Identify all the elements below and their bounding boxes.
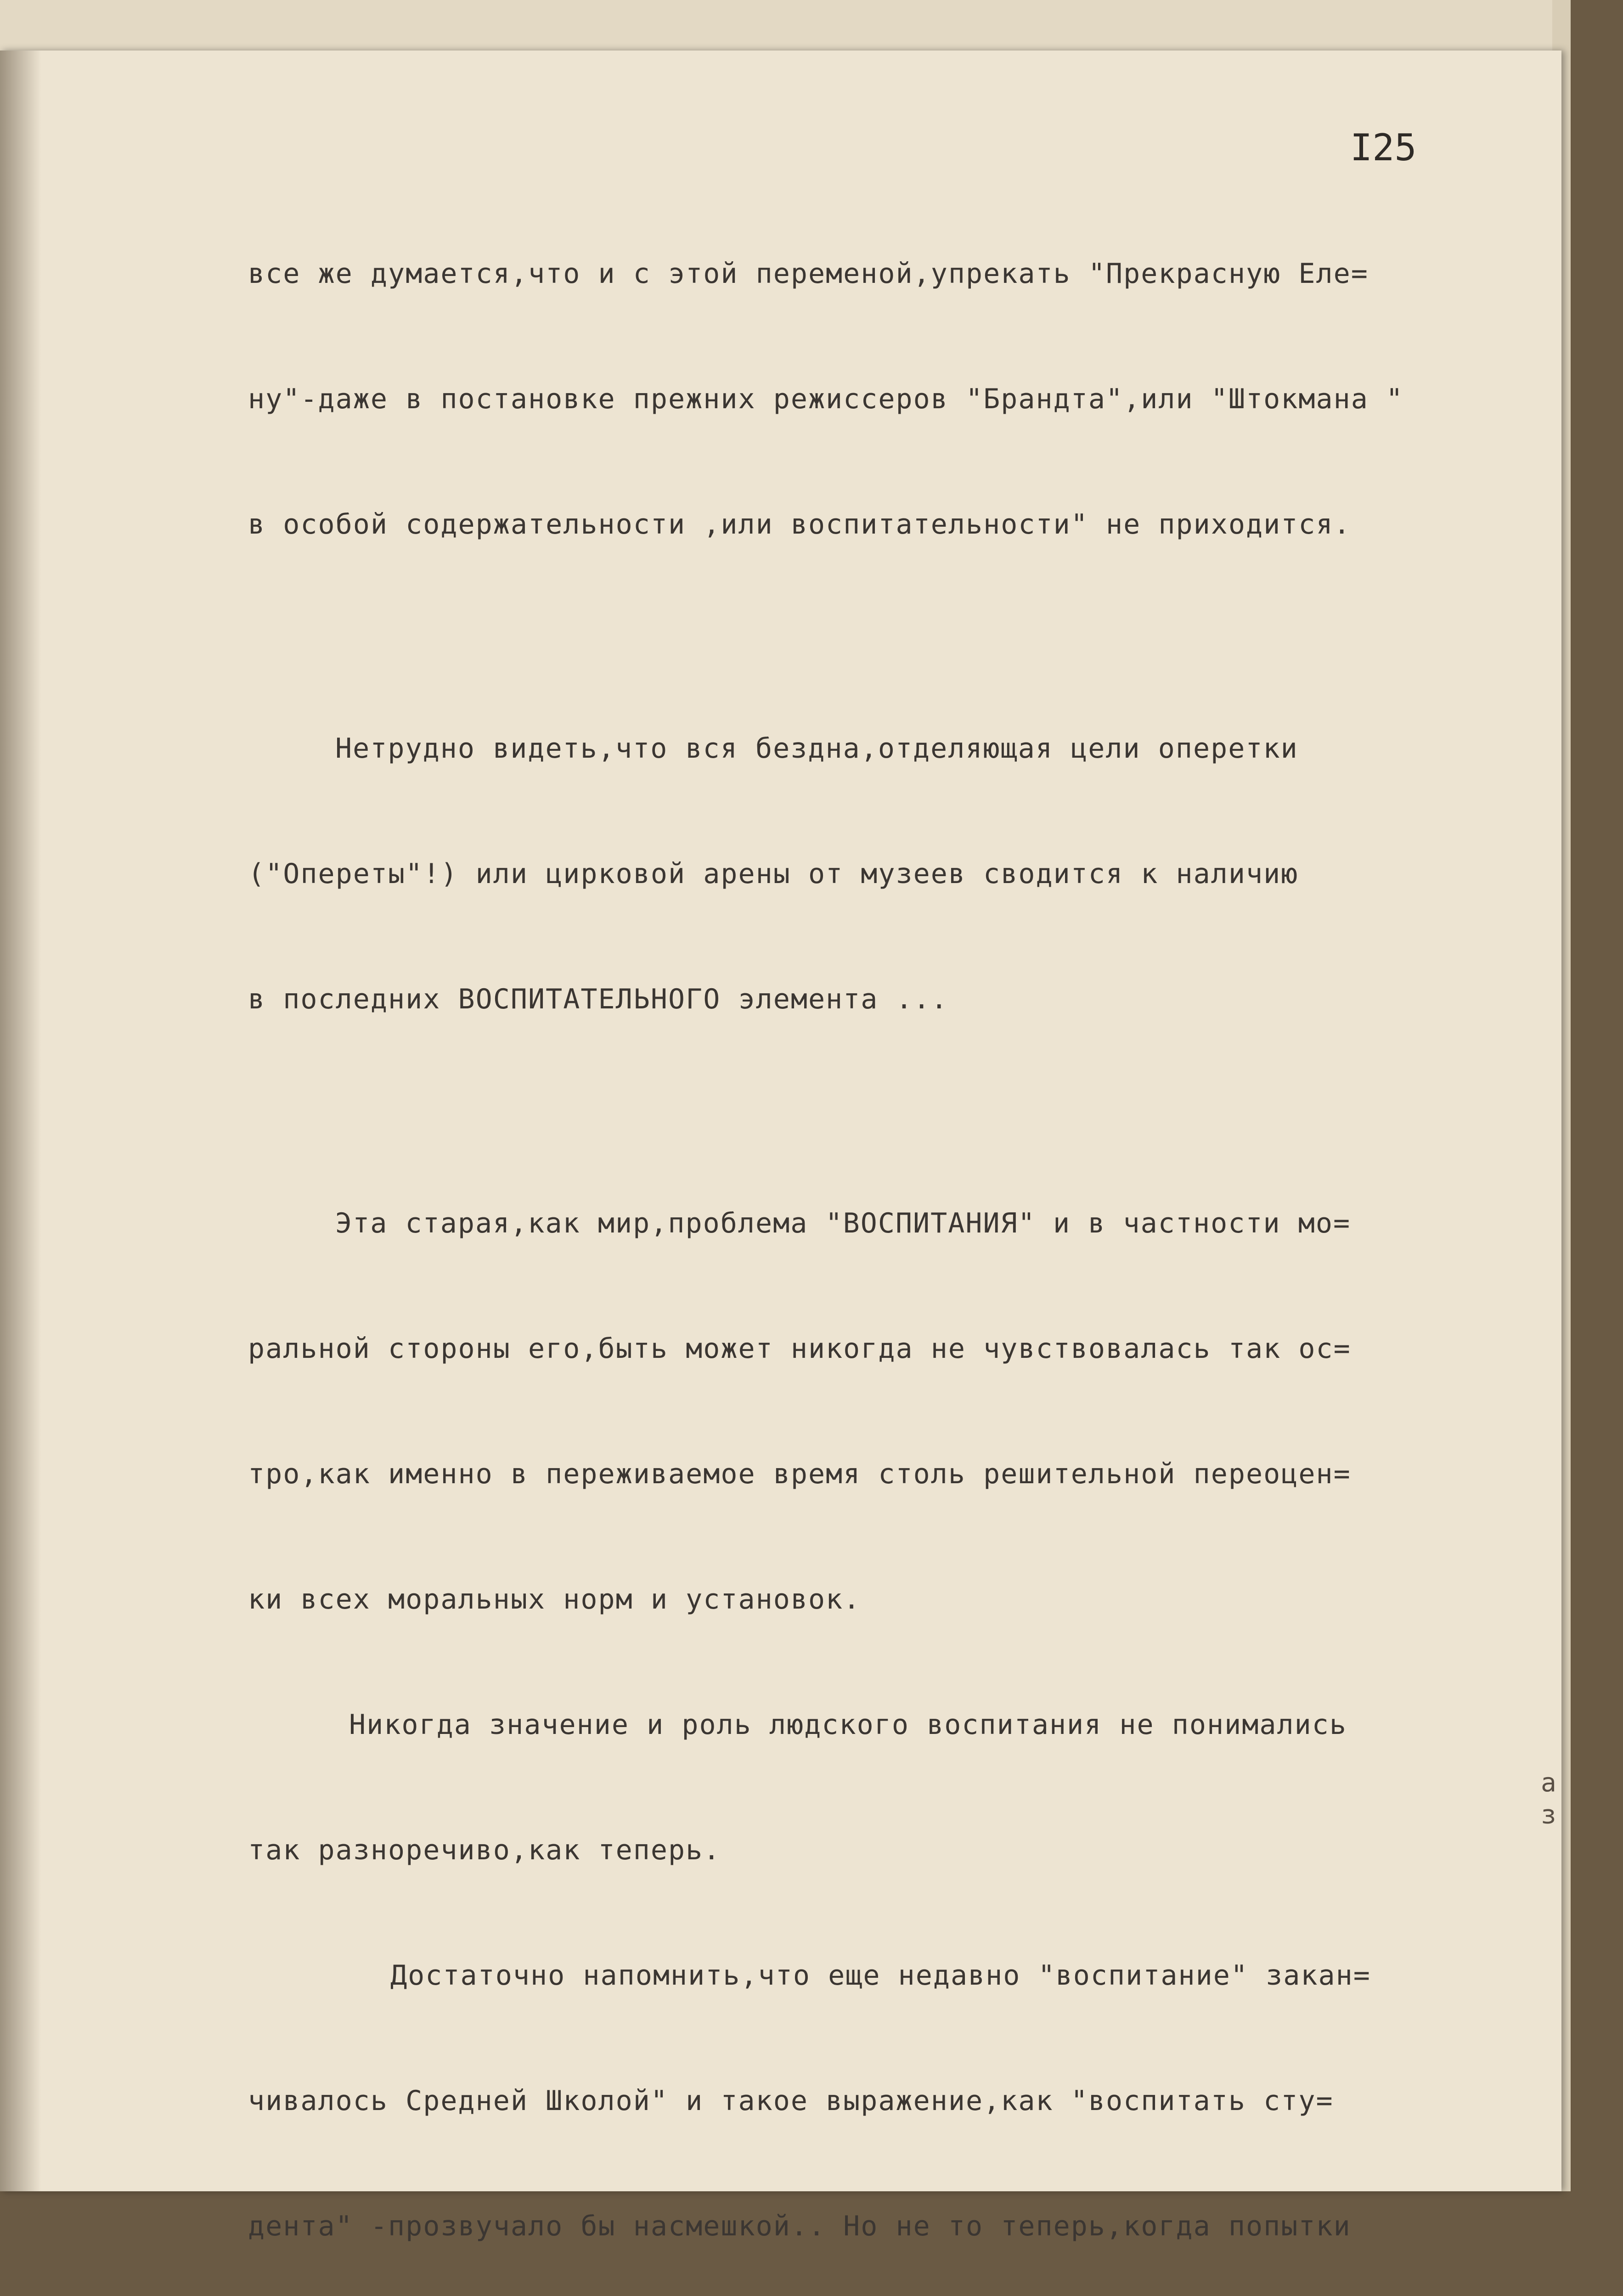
text-line: Достаточно напомнить,что еще недавно "воспитание" закан= (390, 1959, 1371, 1992)
edge-mark: а (1541, 1768, 1556, 1798)
page-number: I25 (1350, 126, 1417, 169)
text-line: в последних ВОСПИТАТЕЛЬНОГО элемента ... (248, 983, 948, 1015)
text-line: Нетрудно видеть,что вся бездна,отделяющая цели оперетки (335, 732, 1298, 765)
text-line: так разноречиво,как теперь. (248, 1834, 721, 1866)
text-fragment: Никогда (349, 1709, 472, 1741)
text-line (248, 1694, 1525, 1756)
text-line: в особой содержательности ,или воспитательности" не приходится. (248, 508, 1351, 540)
typed-text (248, 179, 1525, 2296)
text-line: Эта старая,как мир,проблема "ВОСПИТАНИЯ" и в частности мо= (335, 1207, 1351, 1239)
document-page (0, 51, 1561, 2242)
text-line: ("Опереты"!) или цирковой арены от музеев сводится к наличию (248, 858, 1299, 890)
text-line: дента" -прозвучало бы насмешкой.. Но не то теперь,когда попытки (248, 2210, 1351, 2242)
text-fragment: значение и роль людского воспитания не понимались (489, 1709, 1347, 1741)
text-line: ральной стороны его,быть может никогда не чувствовалась так ос= (248, 1333, 1351, 1365)
text-line: ки всех моральных норм и установок. (248, 1583, 861, 1615)
text-line: тро,как именно в переживаемое время столь решительной переоцен= (248, 1458, 1351, 1490)
text-line: чивалось Средней Школой" и такое выражение,как "воспитать сту= (248, 2085, 1334, 2117)
text-line: ну"-даже в постановке прежних режиссеров "Брандта",или "Штокмана " (248, 383, 1404, 415)
text-line: все же думается,что и с этой переменой,упрекать "Прекрасную Еле= (248, 258, 1369, 290)
edge-mark: з (1541, 1800, 1556, 1830)
binding-shadow (0, 51, 41, 2191)
